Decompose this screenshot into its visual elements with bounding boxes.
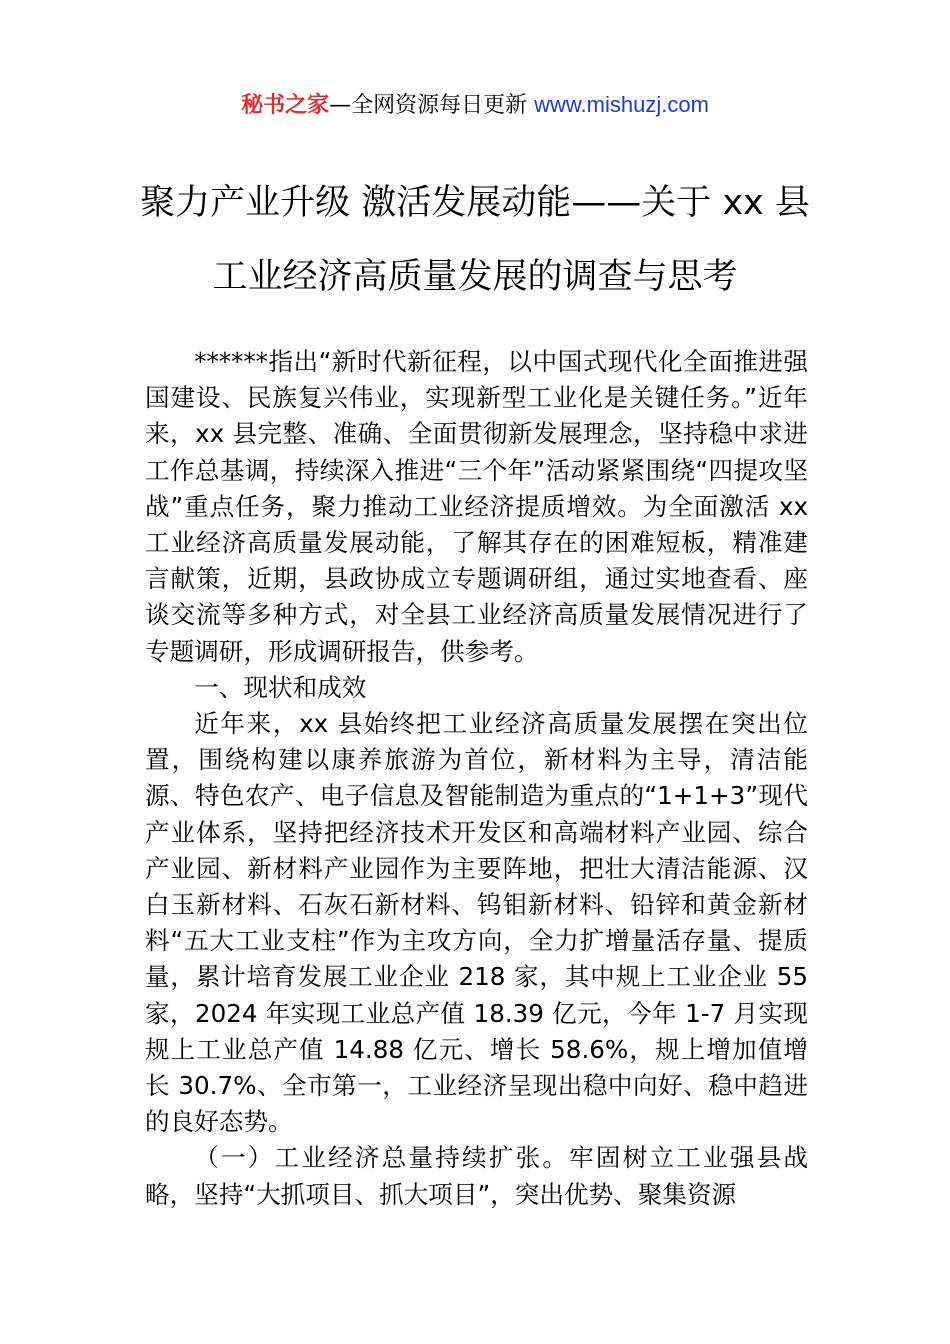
section-heading: 一、现状和成效 [194, 672, 367, 702]
site-header [0, 88, 950, 123]
title-line-1: 聚力产业升级 激活发展动能——关于 xx 县 [140, 183, 810, 223]
document-title [100, 166, 850, 314]
title-line-2: 工业经济高质量发展的调查与思考 [212, 257, 738, 297]
section-paragraph: 近年来，xx 县始终把工业经济高质量发展摆在突出位置，围绕构建以康养旅游为首位，新材料为主导，清洁能源、特色农产、电子信息及智能制造为重点的“1+1+3”现代产业体系，坚持把经济技术开发区和高端材料产业园、综合产业园、新材料产业园作为主要阵地，把壮大清洁能源、汉白玉新材料、石灰石新材料、钨钼新材料、铅锌和黄金新材料“五大工业支柱”作为主攻方向，全力扩增量活存量、提质量，累计培育发展工业企业 218 家，其中规上工业企业 55 家，2024 年实现工业总产值 18.39 亿元，今年 1-7 月实现规上工业总产值 14.88 亿元、增长 58.6%，规上增加值增长 30.7%、全市第一，工业经济呈现出稳中向好、稳中趋进的良好态势。 [145, 709, 808, 1137]
header-slogan: —全网资源每日更新 [329, 93, 528, 118]
brand-name: 秘书之家 [241, 93, 330, 118]
intro-paragraph: ******指出“新时代新征程，以中国式现代化全面推进强国建设、民族复兴伟业，实现新型工业化是关键任务。”近年来，xx 县完整、准确、全面贯彻新发展理念，坚持稳中求进工作总基调，持续深入推进“三个年”活动紧紧围绕“四提攻坚战”重点任务，聚力推动工业经济提质增效。为全面激活 xx 工业经济高质量发展动能，了解其存在的困难短板，精准建言献策，近期，县政协成立专题调研组，通过实地查看、座谈交流等多种方式，对全县工业经济高质量发展情况进行了专题调研，形成调研报告，供参考。 [145, 347, 808, 666]
subsection-paragraph: （一）工业经济总量持续扩张。牢固树立工业强县战略，坚持“大抓项目、抓大项目”，突出优势、聚集资源 [145, 1143, 808, 1209]
document-body [145, 344, 808, 1213]
site-url-link[interactable]: www.mishuzj.com [534, 92, 709, 117]
